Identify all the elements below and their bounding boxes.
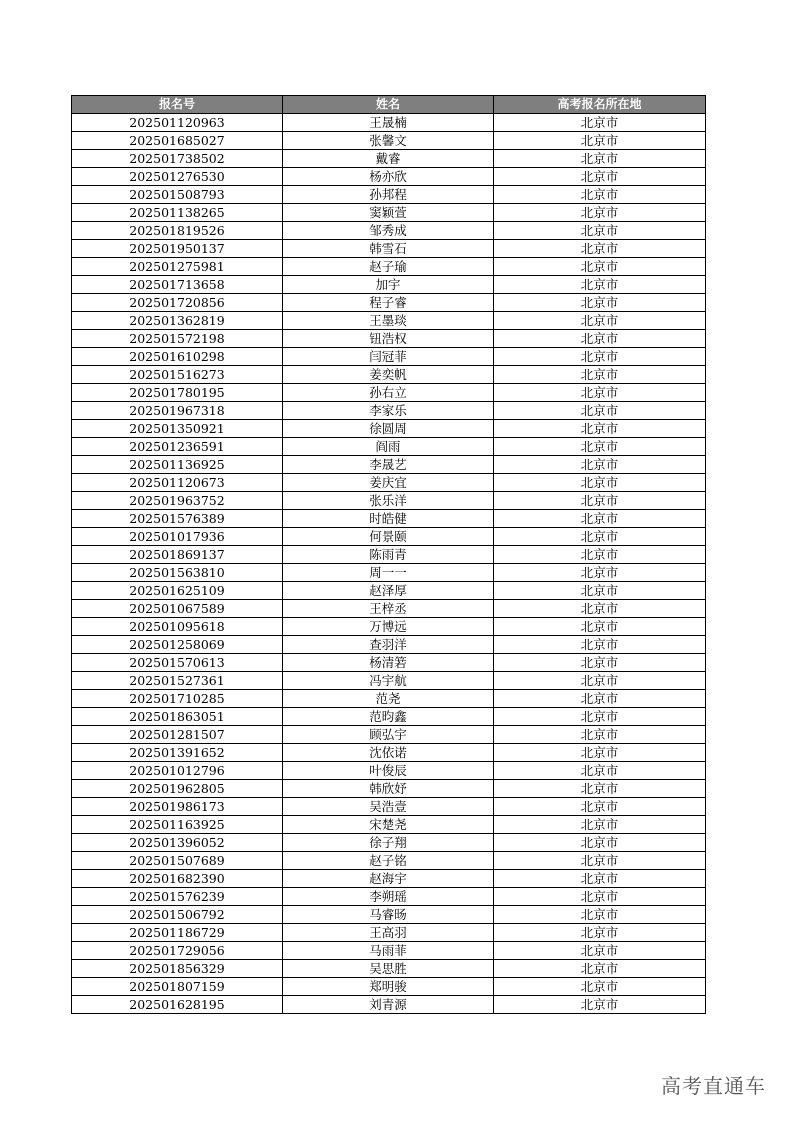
- registration-number-cell: 202501138265: [72, 204, 283, 222]
- admission-roster-table: [71, 95, 706, 1014]
- table-row: [72, 960, 706, 978]
- table-row: [72, 474, 706, 492]
- registration-number-cell: 202501576389: [72, 510, 283, 528]
- registration-location-cell: 北京市: [494, 168, 706, 186]
- header-registration-location: 高考报名所在地: [494, 96, 706, 114]
- table-row: [72, 366, 706, 384]
- registration-number-cell: 202501610298: [72, 348, 283, 366]
- registration-location-cell: 北京市: [494, 870, 706, 888]
- table-row: [72, 744, 706, 762]
- header-name: 姓名: [283, 96, 494, 114]
- student-name-cell: 吴思胜: [283, 960, 494, 978]
- registration-location-cell: 北京市: [494, 492, 706, 510]
- registration-location-cell: 北京市: [494, 906, 706, 924]
- student-name-cell: 范尧: [283, 690, 494, 708]
- registration-number-cell: 202501819526: [72, 222, 283, 240]
- registration-number-cell: 202501962805: [72, 780, 283, 798]
- table-row: [72, 636, 706, 654]
- registration-number-cell: 202501275981: [72, 258, 283, 276]
- student-name-cell: 钮浩权: [283, 330, 494, 348]
- registration-location-cell: 北京市: [494, 564, 706, 582]
- table-row: [72, 690, 706, 708]
- table-row: [72, 996, 706, 1014]
- student-name-cell: 张乐洋: [283, 492, 494, 510]
- table-row: [72, 888, 706, 906]
- registration-location-cell: 北京市: [494, 420, 706, 438]
- student-name-cell: 王墨琰: [283, 312, 494, 330]
- registration-number-cell: 202501236591: [72, 438, 283, 456]
- registration-number-cell: 202501350921: [72, 420, 283, 438]
- registration-number-cell: 202501720856: [72, 294, 283, 312]
- registration-location-cell: 北京市: [494, 816, 706, 834]
- table-row: [72, 582, 706, 600]
- registration-number-cell: 202501527361: [72, 672, 283, 690]
- registration-location-cell: 北京市: [494, 600, 706, 618]
- registration-location-cell: 北京市: [494, 366, 706, 384]
- student-name-cell: 张馨文: [283, 132, 494, 150]
- table-row: [72, 798, 706, 816]
- table-row: [72, 348, 706, 366]
- table-row: [72, 654, 706, 672]
- table-row: [72, 618, 706, 636]
- registration-location-cell: 北京市: [494, 528, 706, 546]
- student-name-cell: 赵子瑜: [283, 258, 494, 276]
- student-name-cell: 郑明骏: [283, 978, 494, 996]
- registration-location-cell: 北京市: [494, 186, 706, 204]
- registration-location-cell: 北京市: [494, 924, 706, 942]
- student-name-cell: 马睿旸: [283, 906, 494, 924]
- registration-number-cell: 202501570613: [72, 654, 283, 672]
- table-row: [72, 222, 706, 240]
- registration-location-cell: 北京市: [494, 294, 706, 312]
- table-row: [72, 150, 706, 168]
- student-name-cell: 杨亦欣: [283, 168, 494, 186]
- table-row: [72, 600, 706, 618]
- student-name-cell: 韩欣妤: [283, 780, 494, 798]
- registration-number-cell: 202501276530: [72, 168, 283, 186]
- registration-number-cell: 202501095618: [72, 618, 283, 636]
- student-name-cell: 李家乐: [283, 402, 494, 420]
- table-row: [72, 312, 706, 330]
- student-name-cell: 韩雪石: [283, 240, 494, 258]
- registration-number-cell: 202501017936: [72, 528, 283, 546]
- registration-location-cell: 北京市: [494, 150, 706, 168]
- registration-number-cell: 202501685027: [72, 132, 283, 150]
- registration-number-cell: 202501986173: [72, 798, 283, 816]
- student-name-cell: 杨清箬: [283, 654, 494, 672]
- table-row: [72, 276, 706, 294]
- registration-number-cell: 202501163925: [72, 816, 283, 834]
- registration-number-cell: 202501738502: [72, 150, 283, 168]
- registration-location-cell: 北京市: [494, 978, 706, 996]
- registration-location-cell: 北京市: [494, 546, 706, 564]
- watermark-text: 高考直通车: [661, 1074, 766, 1098]
- student-name-cell: 阎雨: [283, 438, 494, 456]
- registration-location-cell: 北京市: [494, 474, 706, 492]
- registration-number-cell: 202501012796: [72, 762, 283, 780]
- registration-number-cell: 202501863051: [72, 708, 283, 726]
- student-name-cell: 马雨菲: [283, 942, 494, 960]
- registration-location-cell: 北京市: [494, 690, 706, 708]
- registration-number-cell: 202501136925: [72, 456, 283, 474]
- registration-location-cell: 北京市: [494, 618, 706, 636]
- registration-location-cell: 北京市: [494, 942, 706, 960]
- registration-location-cell: 北京市: [494, 726, 706, 744]
- registration-number-cell: 202501682390: [72, 870, 283, 888]
- registration-number-cell: 202501391652: [72, 744, 283, 762]
- student-name-cell: 查羽洋: [283, 636, 494, 654]
- student-name-cell: 何景颐: [283, 528, 494, 546]
- student-name-cell: 赵海宇: [283, 870, 494, 888]
- student-name-cell: 万博远: [283, 618, 494, 636]
- student-name-cell: 闫冠菲: [283, 348, 494, 366]
- registration-location-cell: 北京市: [494, 348, 706, 366]
- student-name-cell: 宋楚尧: [283, 816, 494, 834]
- student-name-cell: 王高羽: [283, 924, 494, 942]
- table-row: [72, 834, 706, 852]
- table-row: [72, 294, 706, 312]
- student-name-cell: 赵子铭: [283, 852, 494, 870]
- table-row: [72, 546, 706, 564]
- registration-location-cell: 北京市: [494, 402, 706, 420]
- table-row: [72, 168, 706, 186]
- registration-number-cell: 202501396052: [72, 834, 283, 852]
- registration-number-cell: 202501563810: [72, 564, 283, 582]
- student-name-cell: 吴浩壹: [283, 798, 494, 816]
- registration-number-cell: 202501362819: [72, 312, 283, 330]
- registration-location-cell: 北京市: [494, 222, 706, 240]
- student-name-cell: 范昀鑫: [283, 708, 494, 726]
- table-row: [72, 726, 706, 744]
- registration-location-cell: 北京市: [494, 456, 706, 474]
- table-header-row: [72, 96, 706, 114]
- student-name-cell: 时皓健: [283, 510, 494, 528]
- registration-location-cell: 北京市: [494, 708, 706, 726]
- student-name-cell: 邹秀成: [283, 222, 494, 240]
- registration-number-cell: 202501710285: [72, 690, 283, 708]
- table-row: [72, 816, 706, 834]
- student-name-cell: 徐圆周: [283, 420, 494, 438]
- registration-location-cell: 北京市: [494, 204, 706, 222]
- registration-number-cell: 202501807159: [72, 978, 283, 996]
- table-row: [72, 978, 706, 996]
- registration-location-cell: 北京市: [494, 852, 706, 870]
- registration-number-cell: 202501516273: [72, 366, 283, 384]
- registration-number-cell: 202501281507: [72, 726, 283, 744]
- table-row: [72, 204, 706, 222]
- registration-location-cell: 北京市: [494, 276, 706, 294]
- registration-location-cell: 北京市: [494, 888, 706, 906]
- registration-location-cell: 北京市: [494, 960, 706, 978]
- registration-location-cell: 北京市: [494, 384, 706, 402]
- table-row: [72, 528, 706, 546]
- registration-location-cell: 北京市: [494, 132, 706, 150]
- registration-location-cell: 北京市: [494, 312, 706, 330]
- registration-location-cell: 北京市: [494, 654, 706, 672]
- registration-location-cell: 北京市: [494, 114, 706, 132]
- table-row: [72, 492, 706, 510]
- registration-location-cell: 北京市: [494, 582, 706, 600]
- table-row: [72, 924, 706, 942]
- table-row: [72, 762, 706, 780]
- student-name-cell: 沈依诺: [283, 744, 494, 762]
- student-name-cell: 赵泽厚: [283, 582, 494, 600]
- student-name-cell: 顾弘宇: [283, 726, 494, 744]
- registration-location-cell: 北京市: [494, 996, 706, 1014]
- registration-number-cell: 202501576239: [72, 888, 283, 906]
- registration-location-cell: 北京市: [494, 636, 706, 654]
- registration-location-cell: 北京市: [494, 780, 706, 798]
- registration-number-cell: 202501120673: [72, 474, 283, 492]
- student-name-cell: 李晟艺: [283, 456, 494, 474]
- registration-number-cell: 202501856329: [72, 960, 283, 978]
- registration-location-cell: 北京市: [494, 330, 706, 348]
- table-row: [72, 870, 706, 888]
- registration-number-cell: 202501963752: [72, 492, 283, 510]
- registration-location-cell: 北京市: [494, 672, 706, 690]
- table-row: [72, 384, 706, 402]
- table-row: [72, 780, 706, 798]
- registration-number-cell: 202501780195: [72, 384, 283, 402]
- registration-number-cell: 202501572198: [72, 330, 283, 348]
- student-name-cell: 李朔瑶: [283, 888, 494, 906]
- registration-location-cell: 北京市: [494, 510, 706, 528]
- table-row: [72, 114, 706, 132]
- student-name-cell: 戴睿: [283, 150, 494, 168]
- registration-number-cell: 202501507689: [72, 852, 283, 870]
- registration-number-cell: 202501258069: [72, 636, 283, 654]
- registration-number-cell: 202501186729: [72, 924, 283, 942]
- registration-location-cell: 北京市: [494, 798, 706, 816]
- table-row: [72, 942, 706, 960]
- student-name-cell: 王梓丞: [283, 600, 494, 618]
- registration-location-cell: 北京市: [494, 240, 706, 258]
- registration-number-cell: 202501120963: [72, 114, 283, 132]
- registration-location-cell: 北京市: [494, 258, 706, 276]
- registration-number-cell: 202501067589: [72, 600, 283, 618]
- table-row: [72, 510, 706, 528]
- table-row: [72, 906, 706, 924]
- student-name-cell: 加宇: [283, 276, 494, 294]
- registration-number-cell: 202501950137: [72, 240, 283, 258]
- student-name-cell: 王晟楠: [283, 114, 494, 132]
- student-name-cell: 孙邦程: [283, 186, 494, 204]
- table-row: [72, 240, 706, 258]
- table-row: [72, 456, 706, 474]
- table-row: [72, 852, 706, 870]
- table-row: [72, 258, 706, 276]
- student-name-cell: 周一一: [283, 564, 494, 582]
- student-name-cell: 徐子翔: [283, 834, 494, 852]
- registration-number-cell: 202501506792: [72, 906, 283, 924]
- registration-number-cell: 202501508793: [72, 186, 283, 204]
- table-row: [72, 672, 706, 690]
- student-name-cell: 程子睿: [283, 294, 494, 312]
- registration-number-cell: 202501713658: [72, 276, 283, 294]
- student-name-cell: 孙右立: [283, 384, 494, 402]
- table-row: [72, 708, 706, 726]
- table-row: [72, 438, 706, 456]
- registration-number-cell: 202501628195: [72, 996, 283, 1014]
- student-name-cell: 窦颖萱: [283, 204, 494, 222]
- table-row: [72, 186, 706, 204]
- registration-number-cell: 202501869137: [72, 546, 283, 564]
- table-row: [72, 420, 706, 438]
- student-name-cell: 刘青源: [283, 996, 494, 1014]
- student-name-cell: 叶俊辰: [283, 762, 494, 780]
- table-row: [72, 564, 706, 582]
- student-name-cell: 姜奕帆: [283, 366, 494, 384]
- header-registration-number: 报名号: [72, 96, 283, 114]
- student-name-cell: 姜庆宜: [283, 474, 494, 492]
- registration-location-cell: 北京市: [494, 834, 706, 852]
- table-row: [72, 132, 706, 150]
- registration-location-cell: 北京市: [494, 744, 706, 762]
- registration-number-cell: 202501625109: [72, 582, 283, 600]
- student-name-cell: 陈雨青: [283, 546, 494, 564]
- registration-number-cell: 202501967318: [72, 402, 283, 420]
- student-name-cell: 冯宇航: [283, 672, 494, 690]
- registration-number-cell: 202501729056: [72, 942, 283, 960]
- registration-location-cell: 北京市: [494, 762, 706, 780]
- table-row: [72, 330, 706, 348]
- table-row: [72, 402, 706, 420]
- registration-location-cell: 北京市: [494, 438, 706, 456]
